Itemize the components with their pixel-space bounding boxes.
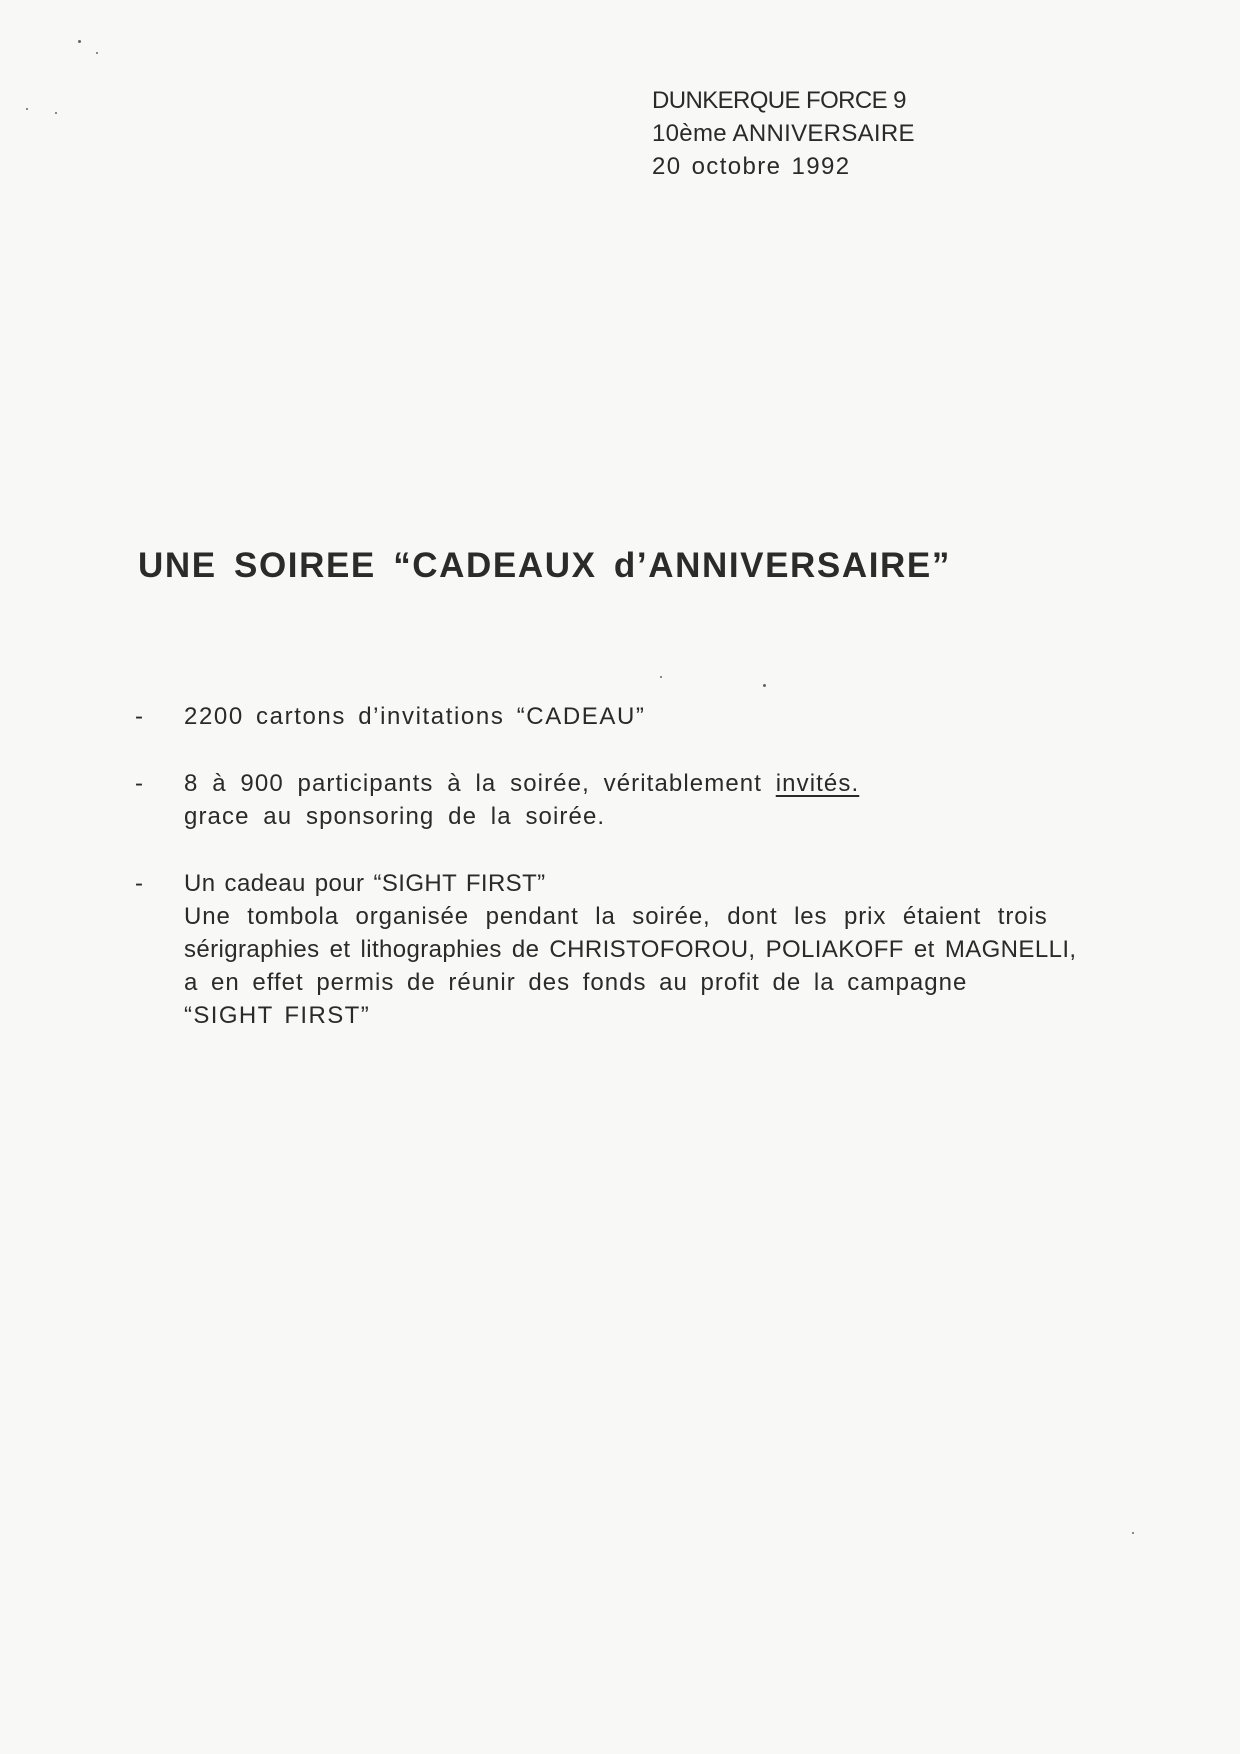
item-line: “SIGHT FIRST” (184, 1002, 371, 1029)
item-line: Un cadeau pour “SIGHT FIRST” (184, 870, 546, 897)
document-header (652, 84, 915, 183)
bullet-dash: - (135, 703, 143, 730)
item-line: Une tombola organisée pendant la soirée, dont les prix étaient trois (184, 903, 1048, 930)
list-item-text (184, 867, 1076, 1032)
item-line: a en effet permis de réunir des fonds au profit de la campagne (184, 969, 968, 996)
item-line: sérigraphies et lithographies de CHRISTOFOROU, POLIAKOFF et MAGNELLI, (184, 936, 1077, 963)
organization-name: DUNKERQUE FORCE 9 (652, 87, 906, 114)
item-line-text: 8 à 900 participants à la soirée, véritablement (184, 770, 776, 797)
bullet-dash: - (135, 870, 143, 897)
document-title: UNE SOIREE “CADEAUX d’ANNIVERSAIRE” (138, 546, 951, 585)
list-item-text (184, 767, 859, 833)
bullet-dash: - (135, 770, 143, 797)
item-line: 2200 cartons d’invitations “CADEAU” (184, 703, 646, 730)
document-date: 20 octobre 1992 (652, 153, 851, 180)
list-item-text (184, 700, 646, 733)
item-line (184, 767, 859, 800)
item-line: grace au sponsoring de la soirée. (184, 803, 606, 830)
anniversary-edition: 10ème ANNIVERSAIRE (652, 120, 915, 147)
underlined-word: invités. (775, 770, 860, 797)
